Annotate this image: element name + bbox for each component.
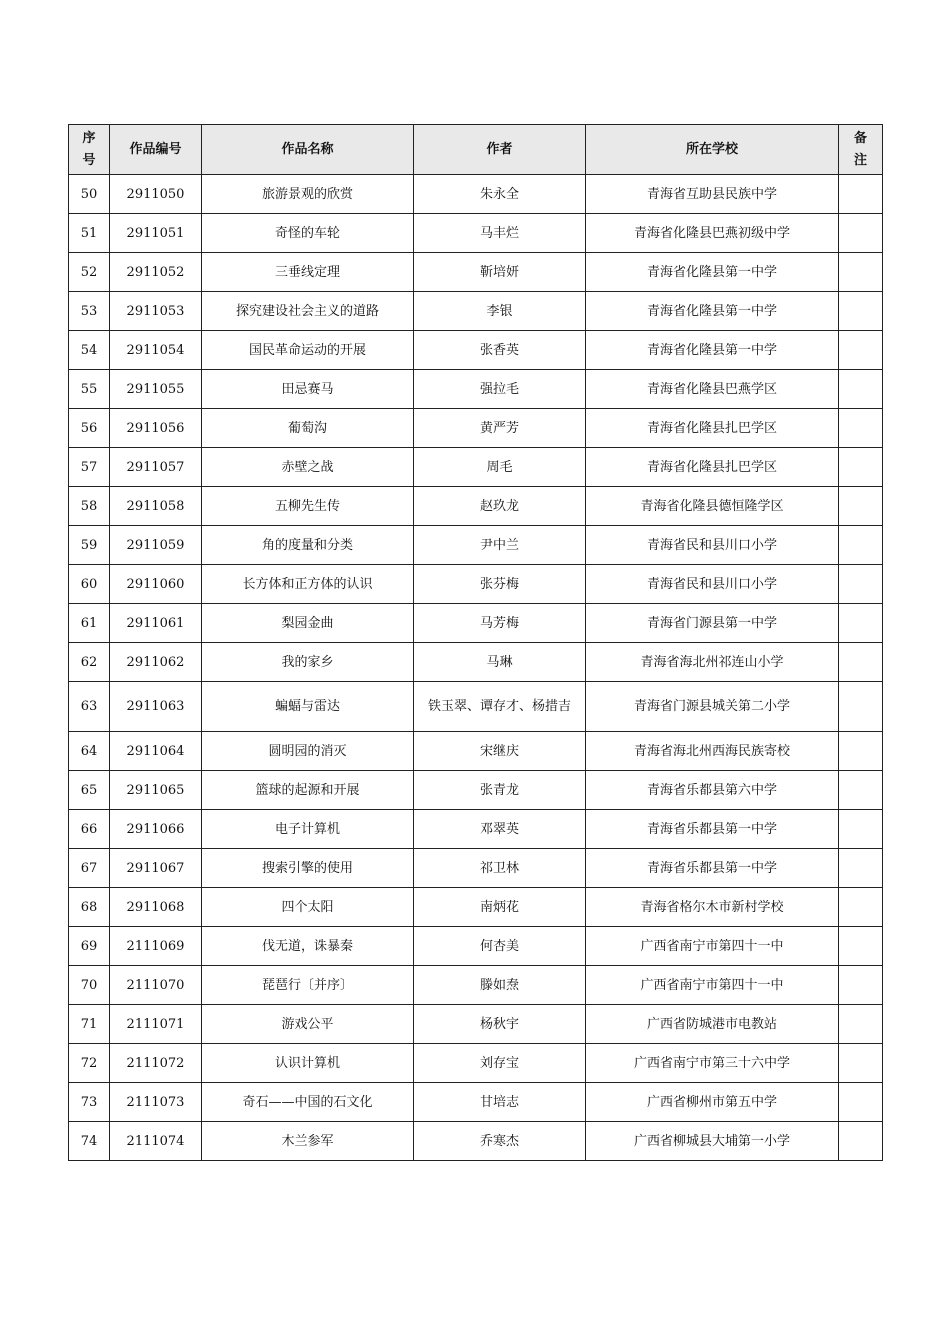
cell-code: 2911067 <box>110 849 202 888</box>
cell-school: 青海省互助县民族中学 <box>586 175 839 214</box>
cell-author: 马芳梅 <box>414 604 586 643</box>
table-row <box>69 331 883 370</box>
cell-seq: 61 <box>69 604 110 643</box>
cell-code: 2911059 <box>110 526 202 565</box>
cell-title: 木兰参军 <box>202 1122 414 1161</box>
cell-code: 2911058 <box>110 487 202 526</box>
cell-school: 广西省南宁市第四十一中 <box>586 966 839 1005</box>
table-row <box>69 888 883 927</box>
cell-author: 铁玉翠、谭存才、杨措吉 <box>414 682 586 732</box>
cell-title: 圆明园的消灭 <box>202 732 414 771</box>
cell-seq: 71 <box>69 1005 110 1044</box>
cell-note <box>839 1122 883 1161</box>
cell-code: 2911050 <box>110 175 202 214</box>
cell-school: 广西省柳州市第五中学 <box>586 1083 839 1122</box>
cell-note <box>839 370 883 409</box>
cell-seq: 51 <box>69 214 110 253</box>
cell-seq: 70 <box>69 966 110 1005</box>
table-row <box>69 810 883 849</box>
table-row <box>69 214 883 253</box>
cell-author: 黄严芳 <box>414 409 586 448</box>
cell-school: 青海省化隆县第一中学 <box>586 292 839 331</box>
cell-seq: 57 <box>69 448 110 487</box>
cell-author: 尹中兰 <box>414 526 586 565</box>
cell-school: 广西省柳城县大埔第一小学 <box>586 1122 839 1161</box>
cell-title: 葡萄沟 <box>202 409 414 448</box>
cell-seq: 52 <box>69 253 110 292</box>
table-row <box>69 966 883 1005</box>
table-row <box>69 927 883 966</box>
cell-code: 2111069 <box>110 927 202 966</box>
cell-code: 2911062 <box>110 643 202 682</box>
cell-seq: 69 <box>69 927 110 966</box>
table-row <box>69 526 883 565</box>
cell-title: 奇石——中国的石文化 <box>202 1083 414 1122</box>
cell-author: 张芬梅 <box>414 565 586 604</box>
cell-seq: 58 <box>69 487 110 526</box>
cell-title: 奇怪的车轮 <box>202 214 414 253</box>
table-row <box>69 370 883 409</box>
cell-code: 2111070 <box>110 966 202 1005</box>
cell-school: 青海省化隆县巴燕初级中学 <box>586 214 839 253</box>
cell-seq: 62 <box>69 643 110 682</box>
cell-seq: 72 <box>69 1044 110 1083</box>
cell-note <box>839 966 883 1005</box>
cell-seq: 54 <box>69 331 110 370</box>
cell-title: 四个太阳 <box>202 888 414 927</box>
cell-code: 2911054 <box>110 331 202 370</box>
cell-author: 张青龙 <box>414 771 586 810</box>
cell-title: 琵琶行〔并序〕 <box>202 966 414 1005</box>
table-row <box>69 1044 883 1083</box>
cell-note <box>839 1083 883 1122</box>
cell-seq: 55 <box>69 370 110 409</box>
header-author: 作者 <box>414 125 586 175</box>
cell-author: 周毛 <box>414 448 586 487</box>
cell-code: 2911055 <box>110 370 202 409</box>
cell-author: 赵玖龙 <box>414 487 586 526</box>
cell-author: 马琳 <box>414 643 586 682</box>
cell-title: 角的度量和分类 <box>202 526 414 565</box>
cell-author: 祁卫林 <box>414 849 586 888</box>
cell-note <box>839 409 883 448</box>
cell-school: 青海省乐都县第一中学 <box>586 810 839 849</box>
cell-author: 甘培志 <box>414 1083 586 1122</box>
cell-code: 2111072 <box>110 1044 202 1083</box>
cell-note <box>839 604 883 643</box>
cell-author: 李银 <box>414 292 586 331</box>
cell-school: 青海省乐都县第六中学 <box>586 771 839 810</box>
cell-title: 我的家乡 <box>202 643 414 682</box>
header-code: 作品编号 <box>110 125 202 175</box>
header-seq-text: 序号 <box>82 130 96 168</box>
table-row <box>69 175 883 214</box>
table-row <box>69 682 883 732</box>
works-table <box>68 124 883 1161</box>
table-row <box>69 1122 883 1161</box>
cell-school: 青海省化隆县第一中学 <box>586 331 839 370</box>
cell-school: 广西省南宁市第三十六中学 <box>586 1044 839 1083</box>
cell-note <box>839 682 883 732</box>
cell-school: 青海省化隆县扎巴学区 <box>586 409 839 448</box>
cell-seq: 60 <box>69 565 110 604</box>
cell-title: 蝙蝠与雷达 <box>202 682 414 732</box>
cell-title: 田忌赛马 <box>202 370 414 409</box>
cell-seq: 53 <box>69 292 110 331</box>
cell-note <box>839 487 883 526</box>
cell-seq: 74 <box>69 1122 110 1161</box>
cell-note <box>839 175 883 214</box>
cell-author: 何杏美 <box>414 927 586 966</box>
cell-school: 青海省民和县川口小学 <box>586 565 839 604</box>
cell-seq: 67 <box>69 849 110 888</box>
cell-code: 2111073 <box>110 1083 202 1122</box>
cell-note <box>839 888 883 927</box>
cell-school: 青海省门源县第一中学 <box>586 604 839 643</box>
cell-code: 2911057 <box>110 448 202 487</box>
cell-author: 强拉毛 <box>414 370 586 409</box>
cell-code: 2911064 <box>110 732 202 771</box>
cell-code: 2911061 <box>110 604 202 643</box>
cell-note <box>839 1044 883 1083</box>
cell-code: 2911052 <box>110 253 202 292</box>
cell-school: 青海省民和县川口小学 <box>586 526 839 565</box>
cell-note <box>839 253 883 292</box>
cell-title: 长方体和正方体的认识 <box>202 565 414 604</box>
cell-author: 刘存宝 <box>414 1044 586 1083</box>
table-row <box>69 1005 883 1044</box>
cell-seq: 59 <box>69 526 110 565</box>
cell-school: 青海省化隆县巴燕学区 <box>586 370 839 409</box>
cell-author: 马丰烂 <box>414 214 586 253</box>
cell-title: 旅游景观的欣赏 <box>202 175 414 214</box>
header-school: 所在学校 <box>586 125 839 175</box>
cell-school: 青海省海北州祁连山小学 <box>586 643 839 682</box>
table-row <box>69 292 883 331</box>
cell-note <box>839 927 883 966</box>
header-note <box>839 125 883 175</box>
header-note-text: 备注 <box>854 130 868 168</box>
cell-code: 2111074 <box>110 1122 202 1161</box>
cell-school: 青海省化隆县德恒隆学区 <box>586 487 839 526</box>
cell-author: 宋继庆 <box>414 732 586 771</box>
header-seq <box>69 125 110 175</box>
cell-code: 2911063 <box>110 682 202 732</box>
cell-note <box>839 331 883 370</box>
cell-title: 国民革命运动的开展 <box>202 331 414 370</box>
cell-school: 青海省门源县城关第二小学 <box>586 682 839 732</box>
cell-note <box>839 526 883 565</box>
table-row <box>69 253 883 292</box>
cell-note <box>839 849 883 888</box>
cell-note <box>839 810 883 849</box>
cell-note <box>839 292 883 331</box>
cell-title: 认识计算机 <box>202 1044 414 1083</box>
table-row <box>69 732 883 771</box>
cell-note <box>839 643 883 682</box>
cell-title: 五柳先生传 <box>202 487 414 526</box>
cell-note <box>839 214 883 253</box>
header-title: 作品名称 <box>202 125 414 175</box>
cell-seq: 66 <box>69 810 110 849</box>
cell-code: 2911053 <box>110 292 202 331</box>
table-row <box>69 849 883 888</box>
cell-code: 2911065 <box>110 771 202 810</box>
cell-school: 青海省乐都县第一中学 <box>586 849 839 888</box>
cell-seq: 56 <box>69 409 110 448</box>
cell-seq: 73 <box>69 1083 110 1122</box>
cell-title: 伐无道，诛暴秦 <box>202 927 414 966</box>
table-row <box>69 487 883 526</box>
cell-author: 邓翠英 <box>414 810 586 849</box>
cell-note <box>839 732 883 771</box>
cell-seq: 65 <box>69 771 110 810</box>
table-row <box>69 409 883 448</box>
table-row <box>69 771 883 810</box>
cell-author: 张香英 <box>414 331 586 370</box>
cell-code: 2911051 <box>110 214 202 253</box>
cell-seq: 68 <box>69 888 110 927</box>
table-row <box>69 643 883 682</box>
cell-note <box>839 448 883 487</box>
cell-seq: 50 <box>69 175 110 214</box>
cell-code: 2911056 <box>110 409 202 448</box>
cell-title: 探究建设社会主义的道路 <box>202 292 414 331</box>
cell-title: 梨园金曲 <box>202 604 414 643</box>
cell-title: 赤壁之战 <box>202 448 414 487</box>
cell-code: 2911060 <box>110 565 202 604</box>
table-row <box>69 1083 883 1122</box>
cell-school: 青海省化隆县第一中学 <box>586 253 839 292</box>
cell-school: 青海省格尔木市新村学校 <box>586 888 839 927</box>
cell-author: 南炳花 <box>414 888 586 927</box>
cell-title: 搜索引擎的使用 <box>202 849 414 888</box>
cell-title: 游戏公平 <box>202 1005 414 1044</box>
cell-school: 青海省海北州西海民族寄校 <box>586 732 839 771</box>
table-row <box>69 448 883 487</box>
table-body <box>69 175 883 1161</box>
cell-author: 滕如焘 <box>414 966 586 1005</box>
cell-note <box>839 565 883 604</box>
cell-note <box>839 771 883 810</box>
cell-school: 青海省化隆县扎巴学区 <box>586 448 839 487</box>
table-row <box>69 604 883 643</box>
cell-author: 杨秋宇 <box>414 1005 586 1044</box>
cell-code: 2911068 <box>110 888 202 927</box>
cell-code: 2911066 <box>110 810 202 849</box>
cell-author: 靳培妍 <box>414 253 586 292</box>
cell-seq: 64 <box>69 732 110 771</box>
cell-title: 三垂线定理 <box>202 253 414 292</box>
cell-note <box>839 1005 883 1044</box>
cell-seq: 63 <box>69 682 110 732</box>
cell-school: 广西省防城港市电教站 <box>586 1005 839 1044</box>
cell-code: 2111071 <box>110 1005 202 1044</box>
cell-author: 乔寒杰 <box>414 1122 586 1161</box>
header-row <box>69 125 883 175</box>
cell-title: 篮球的起源和开展 <box>202 771 414 810</box>
table-row <box>69 565 883 604</box>
cell-author: 朱永全 <box>414 175 586 214</box>
cell-title: 电子计算机 <box>202 810 414 849</box>
cell-school: 广西省南宁市第四十一中 <box>586 927 839 966</box>
